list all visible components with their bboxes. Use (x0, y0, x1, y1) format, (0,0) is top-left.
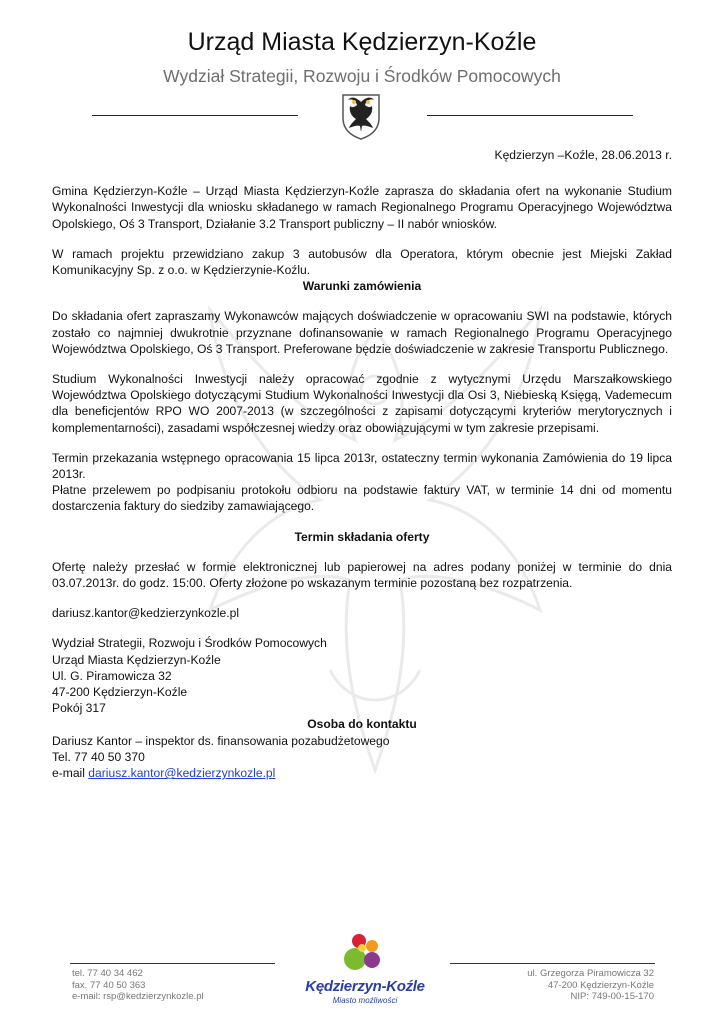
address-line: Pokój 317 (52, 701, 106, 716)
paragraph-project: W ramach projektu przewidziano zakup 3 autobusów dla Operatora, którym obecnie jest Miejski Zakład Komunikacyjny Sp. z o.o. w Kędzierzynie-Koźlu. (52, 246, 672, 278)
footer-address (527, 968, 654, 1003)
letter-body (52, 140, 672, 781)
department-subtitle: Wydział Strategii, Rozwoju i Środków Pomocowych (163, 66, 561, 86)
heading-deadline: Termin składania oferty (294, 529, 430, 544)
contact-email-link[interactable]: dariusz.kantor@kedzierzynkozle.pl (88, 766, 276, 781)
address-line: Ul. G. Piramowicza 32 (52, 668, 172, 683)
contact-email (52, 765, 672, 781)
footer-contact (72, 968, 204, 1003)
letter-date: Kędzierzyn –Koźle, 28.06.2013 r. (494, 148, 672, 162)
footer-city: 47-200 Kędzierzyn-Koźle (547, 979, 654, 991)
heading-contact: Osoba do kontaktu (307, 717, 417, 732)
paragraph-requirements: Do składania ofert zapraszamy Wykonawców mających doświadczenie w opracowaniu SWI na podstawie, których zostało co najmniej dwukrotnie przyznane dofinansowanie w ramach Regionalnego Programu Operacyjnego Województwa Opolskiego, Oś 3 Transport. Preferowane będzie doświadczenie w zakresie Transportu Publicznego. (52, 309, 672, 356)
logo-circles-icon (300, 932, 430, 976)
paragraph-guidelines: Studium Wykonalności Inwestycji należy opracować zgodnie z wytycznymi Urzędu Marszałkowskiego Województwa Opolskiego dotyczącymi Studium Wykonalności Inwestycji dla Osi 3, Niebieską Księgą, Vademecum dla beneficjentów RPO WO 2007-2013 (w szczególności z zapisami dotyczącymi kryteriów merytorycznych i komplementarności), zasadami współczesnej wiedzy oraz obowiązującymi w tym zakresie przepisami. (52, 372, 672, 435)
paragraph-payment: Płatne przelewem po podpisaniu protokołu odbioru na podstawie faktury VAT, w terminie 14 dni od momentu dostarczenia faktury do siedziby zamawiającego. (52, 483, 672, 514)
office-title: Urząd Miasta Kędzierzyn-Koźle (187, 28, 537, 56)
footer-email: e-mail: rsp@kedzierzynkozle.pl (72, 991, 204, 1002)
contact-phone: Tel. 77 40 50 370 (52, 749, 145, 764)
header-rule-left (92, 115, 298, 116)
contact-person: Dariusz Kantor – inspektor ds. finansowania pozabudżetowego (52, 733, 390, 748)
footer-tel: tel. 77 40 34 462 (72, 968, 143, 979)
address-line: 47-200 Kędzierzyn-Koźle (52, 685, 188, 700)
city-crest-icon (340, 92, 382, 140)
footer-rule-right (450, 963, 655, 964)
paragraph-intro: Gmina Kędzierzyn-Koźle – Urząd Miasta Kędzierzyn-Koźle zaprasza do składania ofert na wykonanie Studium Wykonalności Inwestycji dla wniosku składanego w ramach Regionalnego Programu Operacyjnego Województwa Opolskiego, Oś 3 Transport, Działanie 3.2 Transport publiczny – II nabór wniosków. (52, 184, 672, 231)
city-logo (300, 932, 430, 1020)
address-line: Urząd Miasta Kędzierzyn-Koźle (52, 652, 221, 667)
footer-fax: fax. 77 40 50 363 (72, 979, 146, 991)
footer-nip: NIP: 749-00-15-170 (570, 991, 654, 1002)
logo-name: Kędzierzyn-Koźle (305, 978, 425, 995)
logo-tagline: Miasto możliwości (332, 996, 398, 1005)
heading-conditions: Warunki zamówienia (302, 279, 422, 294)
footer-street: ul. Grzegorza Piramowicza 32 (527, 968, 654, 979)
footer-rule-left (70, 963, 275, 964)
contact-email-label: e-mail (52, 766, 89, 781)
header-rule-right (427, 115, 633, 116)
submission-email: dariusz.kantor@kedzierzynkozle.pl (52, 606, 240, 621)
paragraph-submission: Ofertę należy przesłać w formie elektronicznej lub papierowej na adres podany poniżej w terminie do dnia 03.07.2013r. do godz. 15:00. Oferty złożone po wskazanym terminie pozostaną bez rozpatrzenia. (52, 559, 672, 591)
paragraph-deadlines: Termin przekazania wstępnego opracowania 15 lipca 2013r, ostateczny termin wykonania Zamówienia do 19 lipca 2013r. (52, 450, 672, 482)
address-line: Wydział Strategii, Rozwoju i Środków Pomocowych (52, 636, 327, 651)
